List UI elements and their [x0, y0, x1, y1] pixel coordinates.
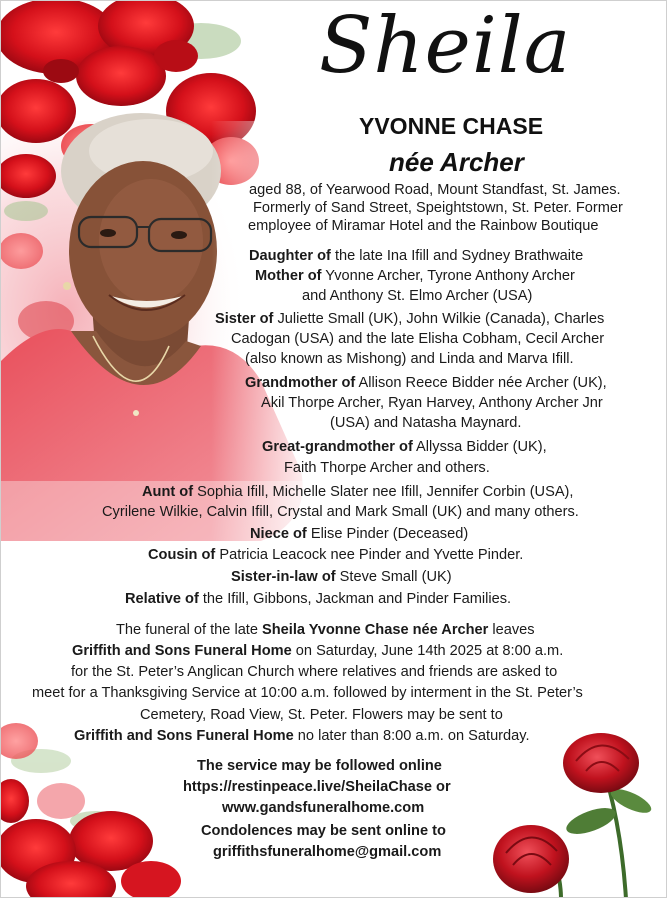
relation-great-grandmother — [262, 438, 547, 456]
funeral-line — [116, 621, 535, 639]
relation-label: Daughter of — [249, 248, 331, 264]
intro-line: Formerly of Sand Street, Speightstown, St. Peter. Former — [253, 200, 623, 216]
relation-sister — [215, 310, 604, 328]
funeral-home-name: Griffith and Sons Funeral Home — [72, 643, 292, 659]
relation-text: Faith Thorpe Archer and others. — [284, 460, 490, 476]
funeral-line: Cemetery, Road View, St. Peter. Flowers may be sent to — [140, 707, 503, 723]
relation-text: (also known as Mishong) and Linda and Marva Ifill. — [245, 351, 574, 367]
relation-daughter — [249, 247, 583, 265]
first-name-script: Sheila — [319, 1, 572, 91]
relation-text: (USA) and Natasha Maynard. — [330, 415, 522, 431]
stream-link[interactable]: https://restinpeace.live/SheilaChase or — [183, 779, 451, 795]
relation-text: Allyssa Bidder (UK), — [412, 439, 547, 455]
relation-label: Mother of — [255, 268, 322, 284]
funeral-line — [74, 727, 530, 745]
relation-label: Niece of — [250, 526, 307, 542]
relation-niece — [250, 525, 468, 543]
relation-text: Yvonne Archer, Tyrone Anthony Archer — [321, 268, 575, 284]
maiden-name: née Archer — [389, 147, 524, 177]
relation-label: Sister-in-law of — [231, 569, 336, 585]
funeral-line: meet for a Thanksgiving Service at 10:00 a.m. followed by interment in the St. Peter’s — [32, 685, 583, 701]
email-link[interactable]: griffithsfuneralhome@gmail.com — [213, 844, 442, 860]
relation-text: the late Ina Ifill and Sydney Brathwaite — [330, 248, 584, 264]
funeral-text: leaves — [488, 622, 535, 638]
relation-text: the Ifill, Gibbons, Jackman and Pinder Families. — [198, 591, 512, 607]
relation-mother — [255, 267, 575, 285]
relation-label: Aunt of — [142, 484, 194, 500]
relation-text: Steve Small (UK) — [335, 569, 452, 585]
online-line: The service may be followed online — [197, 758, 442, 774]
relation-text: Sophia Ifill, Michelle Slater nee Ifill, Jennifer Corbin (USA), — [193, 484, 574, 500]
relation-label: Sister of — [215, 311, 274, 327]
relation-cousin — [148, 546, 523, 564]
relation-text: and Anthony St. Elmo Archer (USA) — [302, 288, 533, 304]
relation-text: Cadogan (USA) and the late Elisha Cobham, Cecil Archer — [231, 331, 605, 347]
funeral-home-name: Griffith and Sons Funeral Home — [74, 728, 294, 744]
online-line: Condolences may be sent online to — [201, 823, 446, 839]
relation-text: Patricia Leacock nee Pinder and Yvette Pinder. — [215, 547, 524, 563]
relation-sister-in-law — [231, 568, 452, 586]
funeral-line: for the St. Peter’s Anglican Church where relatives and friends are asked to — [71, 664, 558, 680]
relation-text: Juliette Small (UK), John Wilkie (Canada), Charles — [273, 311, 605, 327]
intro-line: employee of Miramar Hotel and the Rainbow Boutique — [248, 218, 599, 234]
surname-heading: YVONNE CHASE — [359, 113, 544, 139]
funeral-text: The funeral of the late — [116, 622, 263, 638]
funeral-text: no later than 8:00 a.m. on Saturday. — [293, 728, 530, 744]
relation-text: Akil Thorpe Archer, Ryan Harvey, Anthony Archer Jnr — [261, 395, 603, 411]
deceased-full-name: Sheila Yvonne Chase née Archer — [262, 622, 489, 638]
relation-label: Relative of — [125, 591, 199, 607]
relation-label: Great-grandmother of — [262, 439, 413, 455]
relation-label: Cousin of — [148, 547, 216, 563]
relation-text: Cyrilene Wilkie, Calvin Ifill, Crystal and Mark Small (UK) and many others. — [102, 504, 579, 520]
relation-aunt — [142, 483, 573, 501]
relation-text: Elise Pinder (Deceased) — [306, 526, 469, 542]
funeral-line — [72, 642, 563, 660]
funeral-text: on Saturday, June 14th 2025 at 8:00 a.m. — [291, 643, 564, 659]
website-link[interactable]: www.gandsfuneralhome.com — [222, 800, 425, 816]
relation-label: Grandmother of — [245, 375, 356, 391]
relation-relative — [125, 590, 511, 608]
relation-text: Allison Reece Bidder née Archer (UK), — [355, 375, 607, 391]
relation-grandmother — [245, 374, 607, 392]
intro-line: aged 88, of Yearwood Road, Mount Standfast, St. James. — [249, 182, 621, 198]
